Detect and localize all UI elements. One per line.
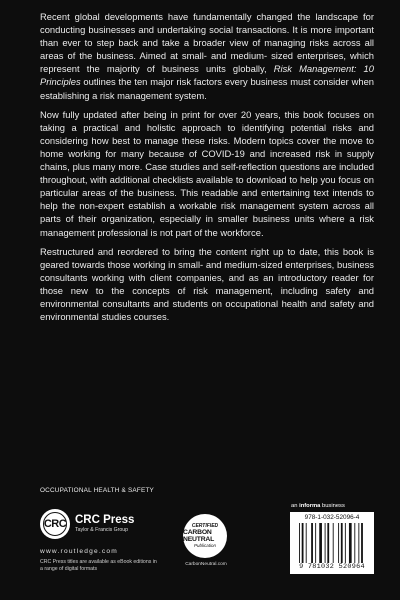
crc-logo-icon [40,509,70,539]
blurb [40,10,374,329]
barcode-icon [299,523,365,563]
informa-suffix: business [321,503,345,509]
subject-category: OCCUPATIONAL HEALTH & SAFETY [40,487,155,494]
publisher-website: www.routledge.com [40,548,118,555]
carbon-neutral-url: CarbonNeutral.com [185,562,227,567]
badge-top-text: CERTIFIED [191,523,219,529]
blurb-paragraph-2: Now fully updated after being in print for over 20 years, this book focuses on taking a practical and holistic approach to identifying potential risks and considering how best to manage these risks. Modern topics cover the move to home working for many because of COVID-19 and increased risk in supply chains, plus many more. Case studies and self-reflection questions are included throughout, with additional checklists available to download to help you focus on particular areas of the business. This readable and entertaining text intends to help the non-expert establish a workable risk management system across all parts of their organization, especially in smaller business units where a risk management professional is not part of the workforce. [40,108,374,238]
badge-bottom-text: Publication [193,543,216,548]
ean-digits: 9 781032 520964 [299,563,365,571]
isbn-barcode [290,512,374,574]
blurb-paragraph-1 [40,10,374,102]
publisher-name: CRC Press [75,514,135,526]
ebook-note: CRC Press titles are available as eBook editions in a range of digital formats [40,559,157,572]
publisher-group: Taylor & Francis Group [75,527,129,533]
carbon-neutral-badge-icon [183,514,227,558]
blurb-p1-intro: Recent global developments have fundamentally changed the landscape for conducting businesses and undertaking social transactions. It is more important than ever to step back and take a broader view of managing risks across all areas of the business. Aimed at small- and medium- sized enterprises, which represent the majority of business units globally, [40,11,374,75]
crc-logo-mark: CRC [43,518,67,530]
book-title-italic: Risk Management: 10 Principles [40,63,374,88]
isbn-number: 978-1-032-52096-4 [304,514,360,521]
informa-business-label [291,503,345,509]
crc-press-logo [40,508,140,540]
informa-prefix: an [291,503,298,509]
blurb-p1-outro: outlines the ten major risk factors every business must consider when establishing a risk management system. [40,76,374,101]
blurb-paragraph-3: Restructured and reordered to bring the content right up to date, this book is geared towards those working in small- and medium-sized enterprises, business consultants working with client companies, and as an introductory reader for those new to the concepts of risk management, including safety and environmental consultants and students on occupational health and safety and environmental studies courses. [40,245,374,323]
badge-middle-text: CARBON NEUTRAL [183,529,215,543]
informa-brand: informa [299,503,321,509]
